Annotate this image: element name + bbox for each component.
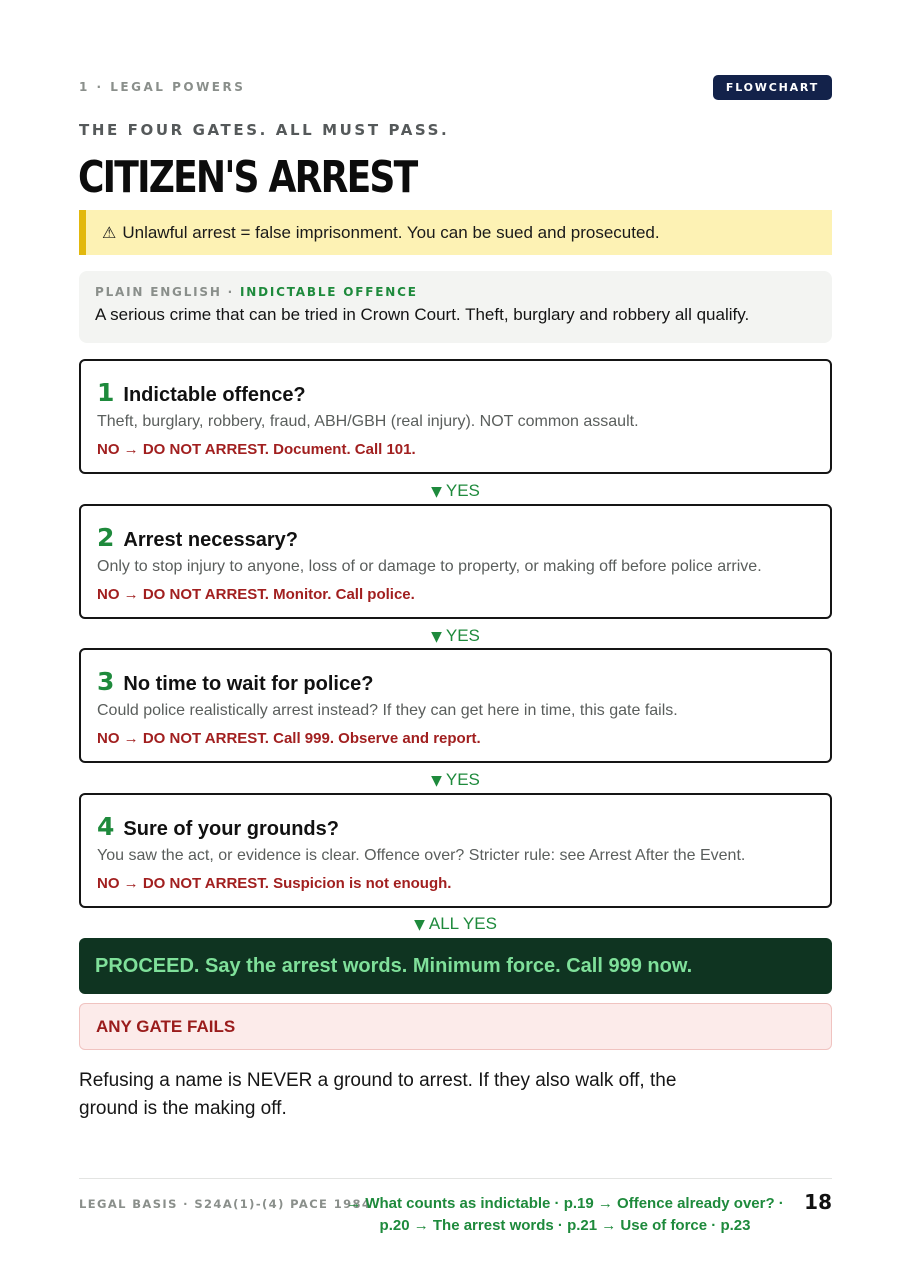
yes-connector-2	[79, 626, 832, 646]
plain-english-box	[79, 271, 832, 343]
all-yes-connector	[79, 914, 832, 934]
cross-references: → What counts as indictable · p.19 → Offence already over? · p.20 → The arrest words · p.21 → Use of force · p.23	[346, 1195, 784, 1234]
page-subtitle: THE FOUR GATES. ALL MUST PASS.	[79, 121, 450, 139]
plain-english-heading	[95, 285, 816, 299]
down-triangle-icon: ▼	[414, 917, 425, 933]
gate-card-2	[79, 504, 832, 619]
gate-card-4	[79, 793, 832, 908]
warning-callout	[79, 210, 832, 255]
any-gate-fails-banner: ANY GATE FAILS	[79, 1003, 832, 1050]
gate-description: Theft, burglary, robbery, fraud, ABH/GBH (real injury). NOT common assault.	[97, 413, 639, 430]
page-title: CITIZEN'S ARREST	[78, 152, 417, 203]
yes-connector-3	[79, 770, 832, 790]
plain-english-text: A serious crime that can be tried in Crown Court. Theft, burglary and robbery all qualify.	[95, 305, 750, 324]
gate-title: Arrest necessary?	[123, 529, 298, 551]
section-label: 1 · LEGAL POWERS	[79, 80, 246, 94]
gate-number: 1	[97, 378, 115, 407]
gate-description: Only to stop injury to anyone, loss of or damage to property, or making off before police arrive.	[97, 558, 762, 575]
gate-title: No time to wait for police?	[123, 673, 374, 695]
plain-english-label: PLAIN ENGLISH ·	[95, 285, 241, 299]
refusing-name-note: Refusing a name is NEVER a ground to arrest. If they also walk off, the ground is the making off.	[79, 1070, 677, 1119]
legal-basis: LEGAL BASIS · S24A(1)-(4) PACE 1984	[79, 1197, 372, 1211]
gate-description: You saw the act, or evidence is clear. Offence over? Stricter rule: see Arrest After the Event.	[97, 847, 746, 864]
flowchart-badge: FLOWCHART	[713, 75, 832, 100]
footer-divider	[79, 1178, 832, 1179]
down-triangle-icon: ▼	[431, 773, 442, 789]
gate-number: 3	[97, 667, 115, 696]
gate-title: Sure of your grounds?	[123, 818, 339, 840]
yes-label: YES	[445, 626, 480, 645]
proceed-banner: PROCEED. Say the arrest words. Minimum force. Call 999 now.	[79, 938, 832, 994]
page-number: 18	[804, 1190, 832, 1214]
gate-no-action: NO → DO NOT ARREST. Suspicion is not enough.	[97, 875, 452, 892]
yes-label: YES	[445, 481, 480, 500]
gate-no-action: NO → DO NOT ARREST. Call 999. Observe and report.	[97, 730, 481, 747]
yes-connector-1	[79, 481, 832, 501]
gate-description: Could police realistically arrest instead? If they can get here in time, this gate fails.	[97, 702, 678, 719]
all-yes-label: ALL YES	[428, 914, 497, 933]
gate-no-action: NO → DO NOT ARREST. Document. Call 101.	[97, 441, 416, 458]
down-triangle-icon: ▼	[431, 484, 442, 500]
warning-text: Unlawful arrest = false imprisonment. You can be sued and prosecuted.	[122, 222, 660, 242]
gate-no-action: NO → DO NOT ARREST. Monitor. Call police.	[97, 586, 415, 603]
warning-triangle-icon: ⚠	[102, 223, 117, 242]
gate-number: 4	[97, 812, 115, 841]
gate-number: 2	[97, 523, 115, 552]
yes-label: YES	[445, 770, 480, 789]
gate-card-1	[79, 359, 832, 474]
gate-card-3	[79, 648, 832, 763]
plain-english-term: INDICTABLE OFFENCE	[240, 285, 418, 299]
top-row	[79, 74, 832, 100]
gate-title: Indictable offence?	[123, 384, 306, 406]
down-triangle-icon: ▼	[431, 629, 442, 645]
